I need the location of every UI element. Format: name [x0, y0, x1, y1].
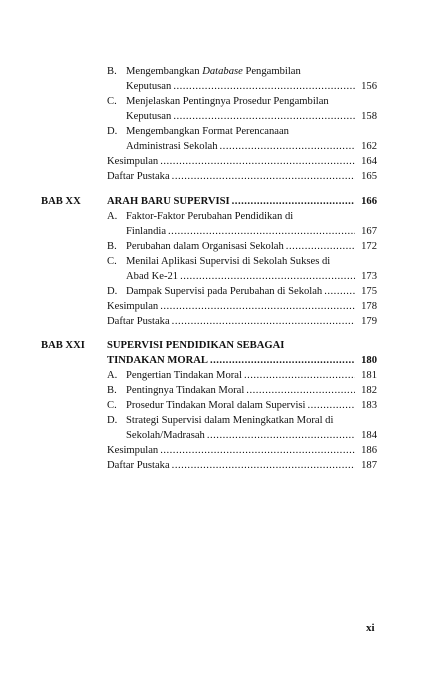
page-number: xi: [366, 622, 375, 634]
leader-dots: [173, 109, 355, 124]
entry-letter: D.: [107, 126, 118, 137]
page-ref: 184: [361, 430, 377, 441]
page-ref: 172: [361, 241, 377, 252]
leader-dots: [207, 428, 355, 443]
toc-entry-c-cont: Abad Ke-21 ..... 173: [0, 269, 433, 284]
chapter-title: SUPERVISI PENDIDIKAN SEBAGAI: [107, 340, 285, 351]
leader-dots: [308, 398, 356, 413]
leader-dots: [220, 139, 355, 154]
page-ref: 166: [361, 196, 377, 207]
page-ref: 186: [361, 445, 377, 456]
page-ref: 178: [361, 301, 377, 312]
entry-letter: C.: [107, 400, 117, 411]
leader-dots: [160, 443, 355, 458]
toc-entry-c: [0, 254, 433, 269]
entry-text: Strategi Supervisi dalam Meningkatkan Moral di: [126, 415, 334, 426]
chapter-title: TINDAKAN MORAL: [107, 355, 208, 366]
page-ref: 175: [361, 286, 377, 297]
entry-letter: A.: [107, 211, 118, 222]
toc-entry-kesimpulan: Kesimpulan ..... 178: [0, 299, 433, 314]
toc-entry-kesimpulan: Kesimpulan ..... 186: [0, 443, 433, 458]
page-ref: 156: [361, 81, 377, 92]
chapter-label: BAB XXI: [41, 340, 85, 351]
page-ref: 158: [361, 111, 377, 122]
chapter-heading-bab-xx: [0, 194, 433, 209]
chapter-heading-bab-xxi-cont: [0, 353, 433, 368]
toc-entry-b: [0, 64, 433, 79]
chapter-heading-bab-xxi: [0, 338, 433, 353]
chapter-label: BAB XX: [41, 196, 81, 207]
toc-entry-c: [0, 94, 433, 109]
toc-entry-b-cont: Keputusan ..... 156: [0, 79, 433, 94]
page-ref: 164: [361, 156, 377, 167]
toc-entry-d: [0, 124, 433, 139]
entry-text: Mengembangkan Database Pengambilan: [126, 66, 301, 77]
entry-letter: C.: [107, 96, 117, 107]
leader-dots: [160, 299, 355, 314]
chapter-title: ARAH BARU SUPERVISI: [107, 196, 230, 207]
leader-dots: [172, 169, 355, 184]
toc-entry-kesimpulan: Kesimpulan ..... 164: [0, 154, 433, 169]
leader-dots: [173, 79, 355, 94]
toc-entry-a: A. Pengertian Tindakan Moral ..... 181: [0, 368, 433, 383]
page-ref: 167: [361, 226, 377, 237]
page-ref: 187: [361, 460, 377, 471]
toc-entry-d: [0, 413, 433, 428]
toc-entry-daftar-pustaka: Daftar Pustaka ..... 179: [0, 314, 433, 329]
page-ref: 179: [361, 316, 377, 327]
entry-letter: A.: [107, 370, 118, 381]
entry-letter: D.: [107, 415, 118, 426]
leader-dots: [246, 383, 355, 398]
entry-letter: C.: [107, 256, 117, 267]
entry-text: Menilai Aplikasi Supervisi di Sekolah Sukses di: [126, 256, 331, 267]
toc-entry-daftar-pustaka: Daftar Pustaka ..... 187: [0, 458, 433, 473]
leader-dots: [232, 194, 355, 209]
page-ref: 183: [361, 400, 377, 411]
page-ref: 181: [361, 370, 377, 381]
leader-dots: [180, 269, 355, 284]
toc-entry-a: [0, 209, 433, 224]
leader-dots: [172, 458, 355, 473]
entry-letter: D.: [107, 286, 118, 297]
toc-entry-b: B. Pentingnya Tindakan Moral ..... 182: [0, 383, 433, 398]
page-ref: 162: [361, 141, 377, 152]
entry-letter: B.: [107, 385, 117, 396]
leader-dots: [210, 353, 355, 368]
toc-entry-d-cont: Administrasi Sekolah ..... 162: [0, 139, 433, 154]
toc-entry-daftar-pustaka: Daftar Pustaka ..... 165: [0, 169, 433, 184]
leader-dots: [244, 368, 355, 383]
leader-dots: [172, 314, 355, 329]
entry-letter: B.: [107, 66, 117, 77]
page-ref: 165: [361, 171, 377, 182]
toc-entry-c-cont: Keputusan ..... 158: [0, 109, 433, 124]
entry-letter: B.: [107, 241, 117, 252]
leader-dots: [168, 224, 355, 239]
entry-text: Menjelaskan Pentingnya Prosedur Pengambilan: [126, 96, 329, 107]
toc-entry-a-cont: Finlandia ..... 167: [0, 224, 433, 239]
entry-text: Mengembangkan Format Perencanaan: [126, 126, 289, 137]
toc-entry-c: C. Prosedur Tindakan Moral dalam Supervisi ..... 183: [0, 398, 433, 413]
toc-entry-b: B. Perubahan dalam Organisasi Sekolah ..... 172: [0, 239, 433, 254]
page-ref: 182: [361, 385, 377, 396]
leader-dots: [324, 284, 355, 299]
page-ref: 173: [361, 271, 377, 282]
page-ref: 180: [361, 355, 377, 366]
toc-entry-d-cont: Sekolah/Madrasah ..... 184: [0, 428, 433, 443]
leader-dots: [160, 154, 355, 169]
leader-dots: [286, 239, 355, 254]
entry-text: Faktor-Faktor Perubahan Pendidikan di: [126, 211, 294, 222]
toc-entry-d: D. Dampak Supervisi pada Perubahan di Sekolah ..... 175: [0, 284, 433, 299]
